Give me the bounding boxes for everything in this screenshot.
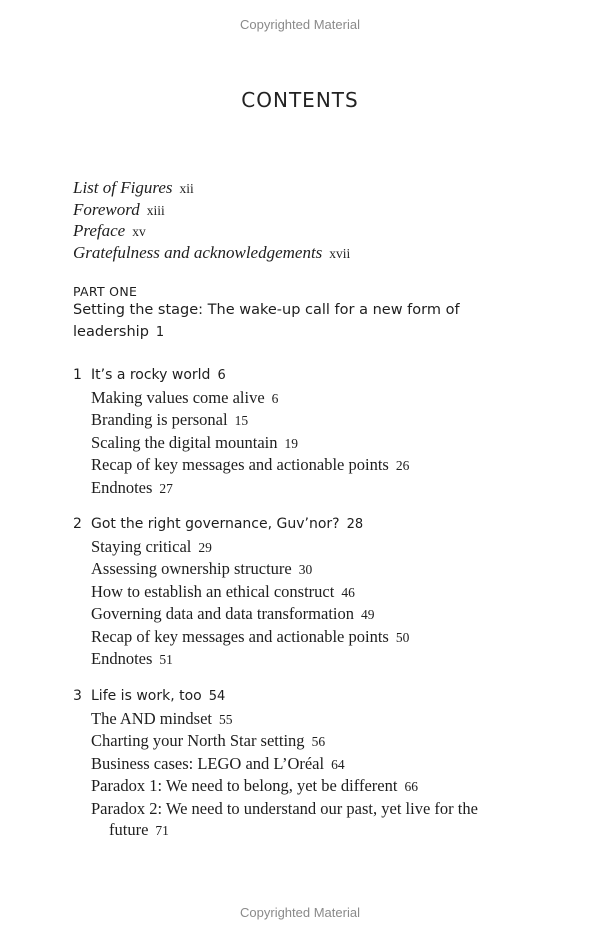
toc-entry[interactable]: Recap of key messages and actionable points 26 [91,455,410,474]
page-number: xii [179,181,194,196]
page-number: 56 [311,734,326,749]
toc-entry[interactable]: Paradox 2: We need to understand our past, yet live for the future 71 [91,798,478,839]
page-number: 71 [155,823,169,838]
front-matter-list [73,177,350,263]
toc-entry[interactable]: How to establish an ethical construct 46 [91,581,355,601]
toc-entry[interactable]: Making values come alive 6 [91,387,279,407]
page-number: xiii [146,202,165,218]
chapter-1 [73,365,533,499]
chapter-title[interactable]: 2 Got the right governance, Guv’nor? 28 [73,514,533,536]
page-number: 15 [234,413,249,428]
page-number: 28 [346,517,364,532]
page-number: 49 [361,607,375,622]
toc-entry[interactable]: Paradox 1: We need to belong, yet be different 66 [91,776,418,795]
page-number: 27 [159,480,173,496]
page-number: 64 [331,756,345,772]
chapter-3 [73,686,533,842]
page-number: 55 [219,711,233,727]
page-number: 54 [208,689,226,704]
toc-entry[interactable]: The AND mindset 55 [91,708,233,728]
watermark-top: Copyrighted Material [240,17,360,32]
page-number: 1 [155,324,165,340]
page-number: 29 [198,539,212,555]
page-number: 66 [404,779,418,794]
toc-entry[interactable]: Branding is personal 15 [91,410,249,429]
toc-entry-gratefulness[interactable]: Gratefulness and acknowledgements xvii [73,242,351,262]
page-number: 51 [159,652,173,667]
chapter-title[interactable]: 3 Life is work, too 54 [73,686,533,708]
chapter-number: 2 [73,516,82,532]
page-number: 46 [341,584,355,600]
chapter-title[interactable]: 1 It’s a rocky world 6 [73,365,533,387]
toc-entry[interactable]: Endnotes 27 [91,477,173,497]
toc-entry[interactable]: Governing data and data transformation 49 [91,604,375,623]
part-title[interactable]: Setting the stage: The wake-up call for a new form of leadership 1 [73,302,460,340]
toc-entry[interactable]: Staying critical 29 [91,536,212,556]
toc-entry[interactable]: Charting your North Star setting 56 [91,731,326,750]
toc-entry-foreword[interactable]: Foreword xiii [73,199,165,219]
chapter-number: 3 [73,688,82,704]
page-title: CONTENTS [241,88,359,112]
page-number: 6 [271,390,279,406]
toc-entry[interactable]: Recap of key messages and actionable points 50 [91,626,410,646]
page-number: 19 [284,435,299,451]
toc-entry-preface[interactable]: Preface xv [73,221,146,240]
toc-entry[interactable]: Endnotes 51 [91,649,173,668]
page-number: 50 [395,629,410,645]
watermark-bottom: Copyrighted Material [240,905,360,920]
page-number: 26 [395,458,410,473]
toc-entry[interactable]: Business cases: LEGO and L’Oréal 64 [91,753,345,773]
toc-entry-list-of-figures[interactable]: List of Figures xii [73,178,194,197]
toc-entry[interactable]: Assessing ownership structure 30 [91,559,313,578]
page-number: 30 [298,562,313,577]
chapter-2 [73,514,533,671]
page-number: 6 [217,368,226,383]
toc-entry[interactable]: Scaling the digital mountain 19 [91,432,299,452]
page-number: xvii [329,245,351,261]
part-label: PART ONE [73,284,138,299]
chapter-number: 1 [73,367,82,383]
page-number: xv [132,224,146,239]
